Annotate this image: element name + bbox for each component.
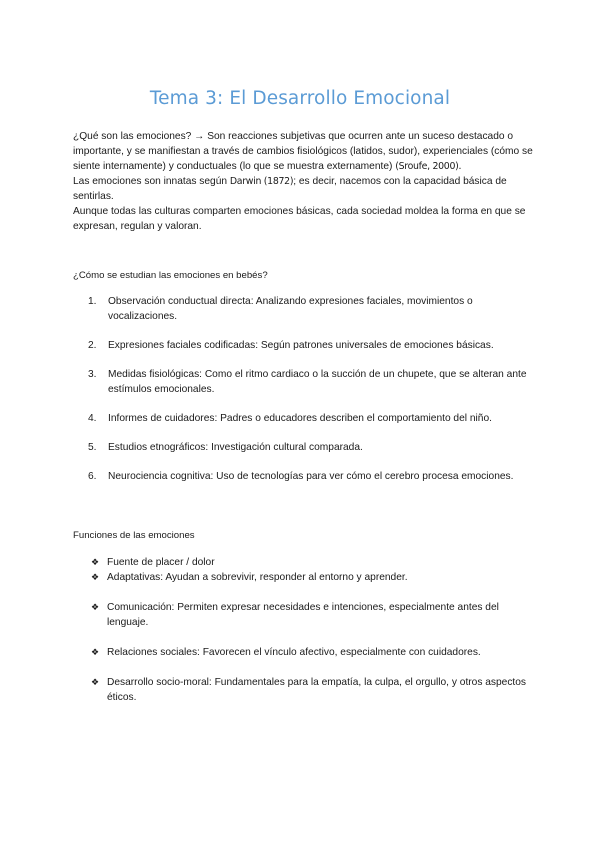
innate-paragraph xyxy=(73,174,533,204)
list-item: ❖ Fuente de placer / dolor xyxy=(91,557,215,568)
diamond-bullet-icon: ❖ xyxy=(91,572,100,582)
diamond-bullet-icon: ❖ xyxy=(91,647,100,657)
diamond-bullet-icon: ❖ xyxy=(91,677,100,687)
functions-heading: Funciones de las emociones xyxy=(73,530,195,541)
list-item: 4. Informes de cuidadores: Padres o educadores describen el comportamiento del niño. xyxy=(88,413,492,424)
diamond-bullet-icon: ❖ xyxy=(91,557,100,567)
list-item: ❖ Comunicación: Permiten expresar necesidades e intenciones, especialmente antes del lenguaje. xyxy=(91,602,499,628)
list-item: 5. Estudios etnográficos: Investigación cultural comparada. xyxy=(88,442,363,453)
functions-list xyxy=(91,555,531,705)
list-item: 6. Neurociencia cognitiva: Uso de tecnologías para ver cómo el cerebro procesa emociones. xyxy=(88,471,514,482)
cultures-paragraph: Aunque todas las culturas comparten emociones básicas, cada sociedad moldea la forma en que se expresan, regulan y valoran. xyxy=(73,206,526,232)
citation-sroufe: (Sroufe, 2000). xyxy=(395,161,462,172)
study-heading: ¿Cómo se estudian las emociones en bebés? xyxy=(73,270,268,281)
list-item: 1. Observación conductual directa: Analizando expresiones faciales, movimientos o vocalizaciones. xyxy=(88,296,473,322)
definition-text: Son reacciones subjetivas que ocurren ante un suceso destacado o importante, y se manifiestan a través de cambios fisiológicos (latidos, sudor), experienciales (cómo se siente internamente) y conductuales (lo que se muestra externamente) xyxy=(73,131,533,172)
page-title: Tema 3: El Desarrollo Emocional xyxy=(149,88,451,109)
intro-section xyxy=(73,129,533,234)
diamond-bullet-icon: ❖ xyxy=(91,602,100,612)
innate-text-post: ; es decir, nacemos con la capacidad básica de sentirlas. xyxy=(73,176,507,202)
list-item: ❖ Desarrollo socio-moral: Fundamentales para la empatía, la culpa, el orgullo, y otros aspectos éticos. xyxy=(91,677,527,703)
list-item: 3. Medidas fisiológicas: Como el ritmo cardiaco o la succión de un chupete, que se alteran ante estímulos emocionales. xyxy=(88,369,527,395)
list-item: ❖ Relaciones sociales: Favorecen el vínculo afectivo, especialmente con cuidadores. xyxy=(91,647,481,658)
list-item: 2. Expresiones faciales codificadas: Según patrones universales de emociones básicas. xyxy=(88,340,494,351)
list-item: ❖ Adaptativas: Ayudan a sobrevivir, responder al entorno y aprender. xyxy=(91,572,408,583)
definition-paragraph xyxy=(73,129,533,174)
citation-darwin: Darwin (1872) xyxy=(229,176,294,187)
study-methods-list xyxy=(88,294,533,498)
innate-text-pre: Las emociones son innatas según xyxy=(73,176,230,187)
question-lead: ¿Qué son las emociones? → xyxy=(73,131,208,142)
